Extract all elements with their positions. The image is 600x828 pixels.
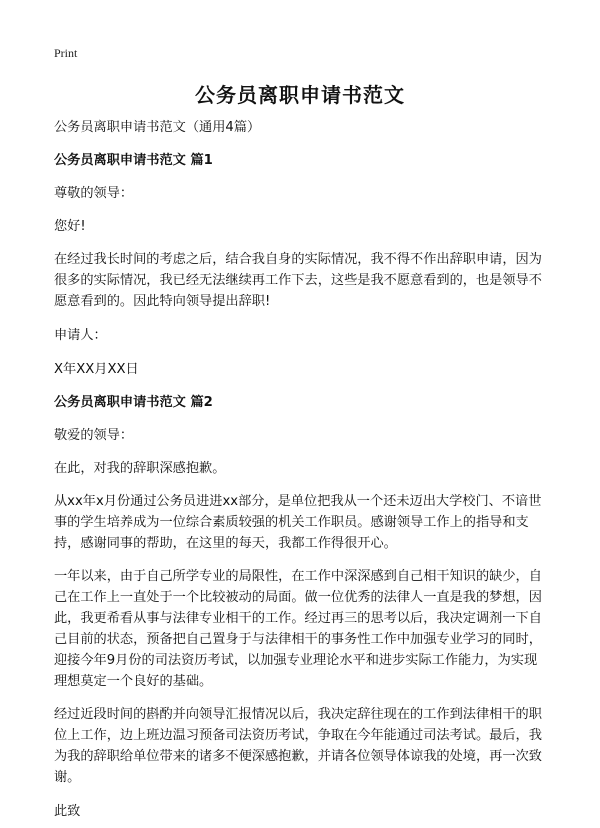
document-subtitle: 公务员离职申请书范文（通用4篇） <box>54 120 261 135</box>
body-paragraph-3: 一年以来，由于自己所学专业的局限性，在工作中深深感到自己相干知识的缺少，自己在工作上一直处于一个比较被动的局面。做一位优秀的法律人一直是我的梦想，因此，我更希看从事与法律专业相干的工作。经过再三的思考以后，我决定调剂一下自己目前的状态，预备把自己置身于与法律相干的事务性工作中加强专业学习的同时，迎接今年9月份的司法资历考试，以加强专业理论水平和进步实际工作能力，为实现理想莫定一个良好的基础。 <box>54 569 542 689</box>
greeting: 您好! <box>54 219 86 234</box>
document-title: 公务员离职申请书范文 <box>195 83 405 107</box>
apology-line: 在此，对我的辞职深感抱歉。 <box>54 461 226 476</box>
body-paragraph-4: 经过近段时间的斟酌并向领导汇报情况以后，我决定辞往现在的工作到法律相干的职位上工作，边上班边温习预备司法资历考试，争取在今年能通过司法考试。最后，我为我的辞职给单位带来的诸多不便深感抱歉，并请各位领导体谅我的处境，再一次致谢。 <box>54 707 542 785</box>
section-heading-2: 公务员离职申请书范文 篇2 <box>54 395 213 410</box>
closing-line: 此致 <box>54 804 81 819</box>
salutation-2: 敬爱的领导： <box>54 428 134 443</box>
date-line: X年XX月XX日 <box>54 362 139 377</box>
print-label: Print <box>54 46 78 60</box>
body-paragraph-1: 在经过我长时间的考虑之后，结合我自身的实际情况，我不得不作出辞职申请，因为很多的实际情况，我已经无法继续再工作下去，这些是我不愿意看到的，也是领导不愿意看到的。因此特向领导提出辞职! <box>54 252 542 309</box>
document-body <box>54 117 550 822</box>
salutation-1: 尊敬的领导： <box>54 186 134 201</box>
applicant-label: 申请人： <box>54 328 107 343</box>
section-heading-1: 公务员离职申请书范文 篇1 <box>54 153 213 168</box>
body-paragraph-2: 从xx年x月份通过公务员进进xx部分，是单位把我从一个还未迈出大学校门、不谙世事的学生培养成为一位综合素质较强的机关工作职员。感谢领导工作上的指导和支持，感谢同事的帮助，在这里的每天，我都工作得很开心。 <box>54 494 542 551</box>
